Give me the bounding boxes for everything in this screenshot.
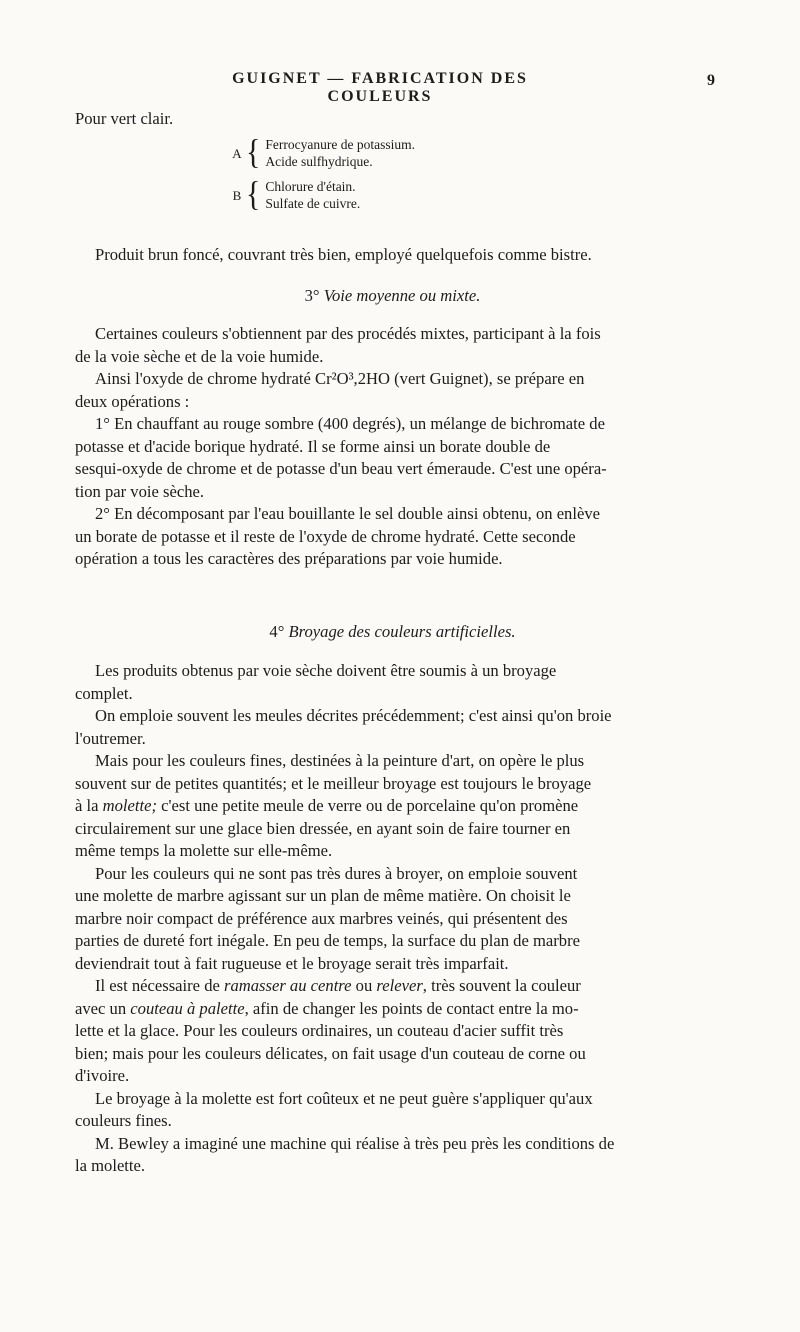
body-text-2 — [75, 660, 710, 1178]
paragraph: 2° En décomposant par l'eau bouillante le sel double ainsi obtenu, on enlève un borate de potasse et il reste de l'oxyde de chrome hydraté. Cette seconde opération a tous les caractères des préparations par voie humide. — [75, 504, 600, 568]
intro-line: Pour vert clair. — [75, 109, 174, 128]
running-header: GUIGNET — FABRICATION DES COULEURS — [232, 70, 528, 105]
brace-icon: { — [246, 133, 261, 172]
formula-item: Acide sulfhydrique. — [265, 154, 373, 169]
paragraph: Il est nécessaire de ramasser au centre ou relever, très souvent la couleur avec un couteau à palette, afin de changer les points de contact entre la mo- lette et la glace. Pour les couleurs ordinaires, un couteau d'acier suffit très bien; mais pour les couleurs délicates, on fait usage d'un couteau de corne ou d'ivoire. — [75, 976, 586, 1085]
paragraph: Ainsi l'oxyde de chrome hydraté Cr²O³,2HO (vert Guignet), se prépare en deux opérations : — [75, 369, 585, 411]
paragraph: Le broyage à la molette est fort coûteux et ne peut guère s'appliquer qu'aux couleurs fines. — [75, 1088, 593, 1130]
page-number: 9 — [707, 72, 715, 89]
product-paragraph: Produit brun foncé, couvrant très bien, employé quelquefois comme bistre. — [95, 245, 592, 264]
group-label: B — [232, 187, 242, 203]
section-number: 3° — [304, 286, 320, 305]
section-title: Broyage des couleurs artificielles. — [288, 622, 516, 641]
formula-block — [230, 133, 415, 220]
section-heading-4 — [75, 622, 710, 642]
paragraph: Certaines couleurs s'obtiennent par des procédés mixtes, participant à la fois de la voie sèche et de la voie humide. — [75, 324, 601, 366]
formula-item: Chlorure d'étain. — [265, 179, 356, 194]
formula-item: Sulfate de cuivre. — [265, 196, 361, 211]
formula-group-a — [230, 133, 415, 172]
brace-icon: { — [246, 175, 261, 214]
group-label: A — [232, 145, 242, 161]
section-heading-3 — [75, 286, 710, 306]
paragraph: On emploie souvent les meules décrites précédemment; c'est ainsi qu'on broie l'outremer. — [75, 706, 612, 748]
paragraph: Mais pour les couleurs fines, destinées à la peinture d'art, on opère le plus souvent sur de petites quantités; et le meilleur broyage est toujours le broyage à la molette; c'est une petite meule de verre ou de porcelaine qu'on promène circulairement sur une glace bien dressée, en ayant soin de faire tourner en même temps la molette sur elle-même. — [75, 751, 592, 860]
section-title: Voie moyenne ou mixte. — [323, 286, 481, 305]
section-number: 4° — [269, 622, 285, 641]
paragraph: M. Bewley a imaginé une machine qui réalise à très peu près les conditions de la molette. — [75, 1133, 615, 1175]
formula-group-b — [230, 175, 415, 214]
paragraph: Les produits obtenus par voie sèche doivent être soumis à un broyage complet. — [75, 661, 557, 703]
body-text-1 — [75, 323, 710, 571]
formula-item: Ferrocyanure de potassium. — [265, 137, 415, 152]
paragraph: Pour les couleurs qui ne sont pas très dures à broyer, on emploie souvent une molette de marbre agissant sur un plan de même matière. On choisit le marbre noir compact de préférence aux marbres veinés, qui présentent des parties de dureté fort inégale. En peu de temps, la surface du plan de marbre deviendrait tout à fait rugueuse et le broyage serait très imparfait. — [75, 863, 580, 973]
paragraph: 1° En chauffant au rouge sombre (400 degrés), un mélange de bichromate de potasse et d'acide borique hydraté. Il se forme ainsi un borate double de sesqui-oxyde de chrome et de potasse d'un beau vert émeraude. C'est une opéra- tion par voie sèche. — [75, 414, 607, 501]
